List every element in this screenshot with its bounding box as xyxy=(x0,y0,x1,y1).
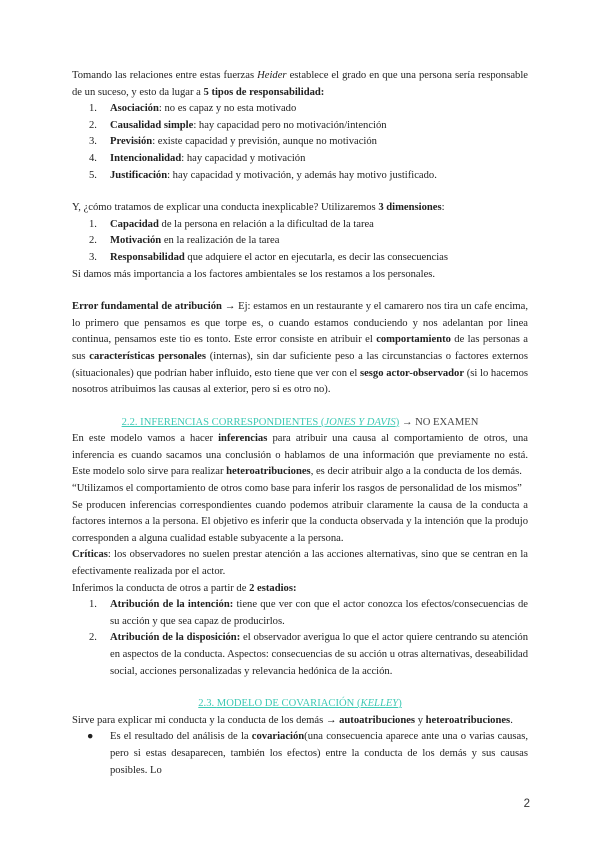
dimensions-note: Si damos más importancia a los factores ambientales se los restamos a los personales. xyxy=(72,268,436,280)
stages-list xyxy=(72,597,528,680)
list-item: ● Es el resultado del análisis de la covariación(una consecuencia aparece ante una o varias causas, pero si estas desaparecen, también los efectos) entre la conducta de los demás y sus causas posibles. Lo xyxy=(87,731,528,776)
list-item: 2. Causalidad simple: hay capacidad pero no motivación/intención xyxy=(89,119,387,131)
dimensions-question: Y, ¿cómo tratamos de explicar una conducta inexplicable? Utilizaremos 3 dimensiones: xyxy=(72,202,445,214)
section-2-2-paragraph: En este modelo vamos a hacer inferencias para atribuir una causa al comportamiento de otros, una inferencia es cuando sacamos una conclusión o hablamos de una información que previamente no está. Este modelo solo sirve para realizar heteroatribuciones, es decir atribuir algo a la conducta de los demás. xyxy=(72,433,528,478)
page-number: 2 xyxy=(523,798,530,810)
list-item: 5. Justificación: hay capacidad y motivación, y además hay motivo justificado. xyxy=(89,169,437,181)
list-item: 2. Motivación en la realización de la tarea xyxy=(89,235,280,247)
section-heading-2-2: 2.2. INFERENCIAS CORRESPONDIENTES (JONES Y DAVIS) → NO EXAMEN xyxy=(121,416,479,428)
list-item: 1. Asociación: no es capaz y no esta motivado xyxy=(89,103,297,115)
criticism-paragraph: Críticas: los observadores no suelen prestar atención a las acciones alternativas, sino que se centran en la efectivamente realizada por el actor. xyxy=(72,549,528,578)
author-heider: Heider xyxy=(257,70,287,81)
dimensions-list xyxy=(72,217,528,267)
list-item: 3. Previsión: existe capacidad y previsión, aunque no motivación xyxy=(89,136,377,148)
section-heading-2-3: 2.3. MODELO DE COVARIACIÓN (KELLEY) xyxy=(198,698,402,710)
stages-intro: Inferimos la conducta de otros a partir de 2 estadios: xyxy=(72,582,297,594)
section-2-2-quote: “Utilizamos el comportamiento de otros como base para inferir los rasgos de personalidad de los mismos” xyxy=(72,483,522,495)
covariation-bullets xyxy=(72,729,528,779)
list-item: 3. Responsabilidad que adquiere el actor en ejecutarla, es decir las consecuencias xyxy=(89,251,449,263)
bullet-icon: ● xyxy=(87,731,94,743)
list-item: 4. Intencionalidad: hay capacidad y motivación xyxy=(89,152,306,164)
list-item: 1. Atribución de la intención: tiene que ver con que el actor conozca los efectos/consecuencias de su acción y que sea capaz de producirlos. xyxy=(89,599,528,627)
section-2-2-paragraph-2: Se producen inferencias correspondientes cuando podemos atribuir claramente la causa de la conducta a factores internos a la persona. El objetivo es inferir que la conducta observada y la intención que la produjo corresponden a alguna cualidad estable subyacente a la persona. xyxy=(72,499,528,544)
page-content xyxy=(72,68,528,779)
responsibility-types-list xyxy=(72,101,528,184)
section-2-3-paragraph: Sirve para explicar mi conducta y la conducta de los demás → autoatribuciones y heteroatribuciones. xyxy=(72,714,513,726)
list-item: 2. Atribución de la disposición: el observador averigua lo que el actor quiere centrando su atención en aspectos de la conducta. Aspectos: consecuencias de su acción u otras alternativas, deseabilidad social, acciones personalizadas y relevancia hedónica de la acción. xyxy=(89,632,529,677)
fundamental-error-paragraph: Error fundamental de atribución → Ej: estamos en un restaurante y el camarero nos tira un cafe encima, lo primero que pensamos es que torpe es, o cuando estamos conduciendo y nos adelantan por linea continua, pensamos este tio es tonto. Este error consiste en atribuir el comportamiento de las personas a sus características personales (internas), sin dar suficiente peso a las circunstancias o factores externos (situacionales) que podrían haber influido, esto tiene que ver con el sesgo actor-observador (si lo hacemos nosotros atribuimos las causas al exterior, pero si es otro no). xyxy=(72,301,529,396)
intro-paragraph: Tomando las relaciones entre estas fuerzas Heider establece el grado en que una persona sería responsable de un suceso, y esto da lugar a 5 tipos de responsabilidad: xyxy=(72,70,528,98)
list-item: 1. Capacidad de la persona en relación a la dificultad de la tarea xyxy=(89,218,374,230)
